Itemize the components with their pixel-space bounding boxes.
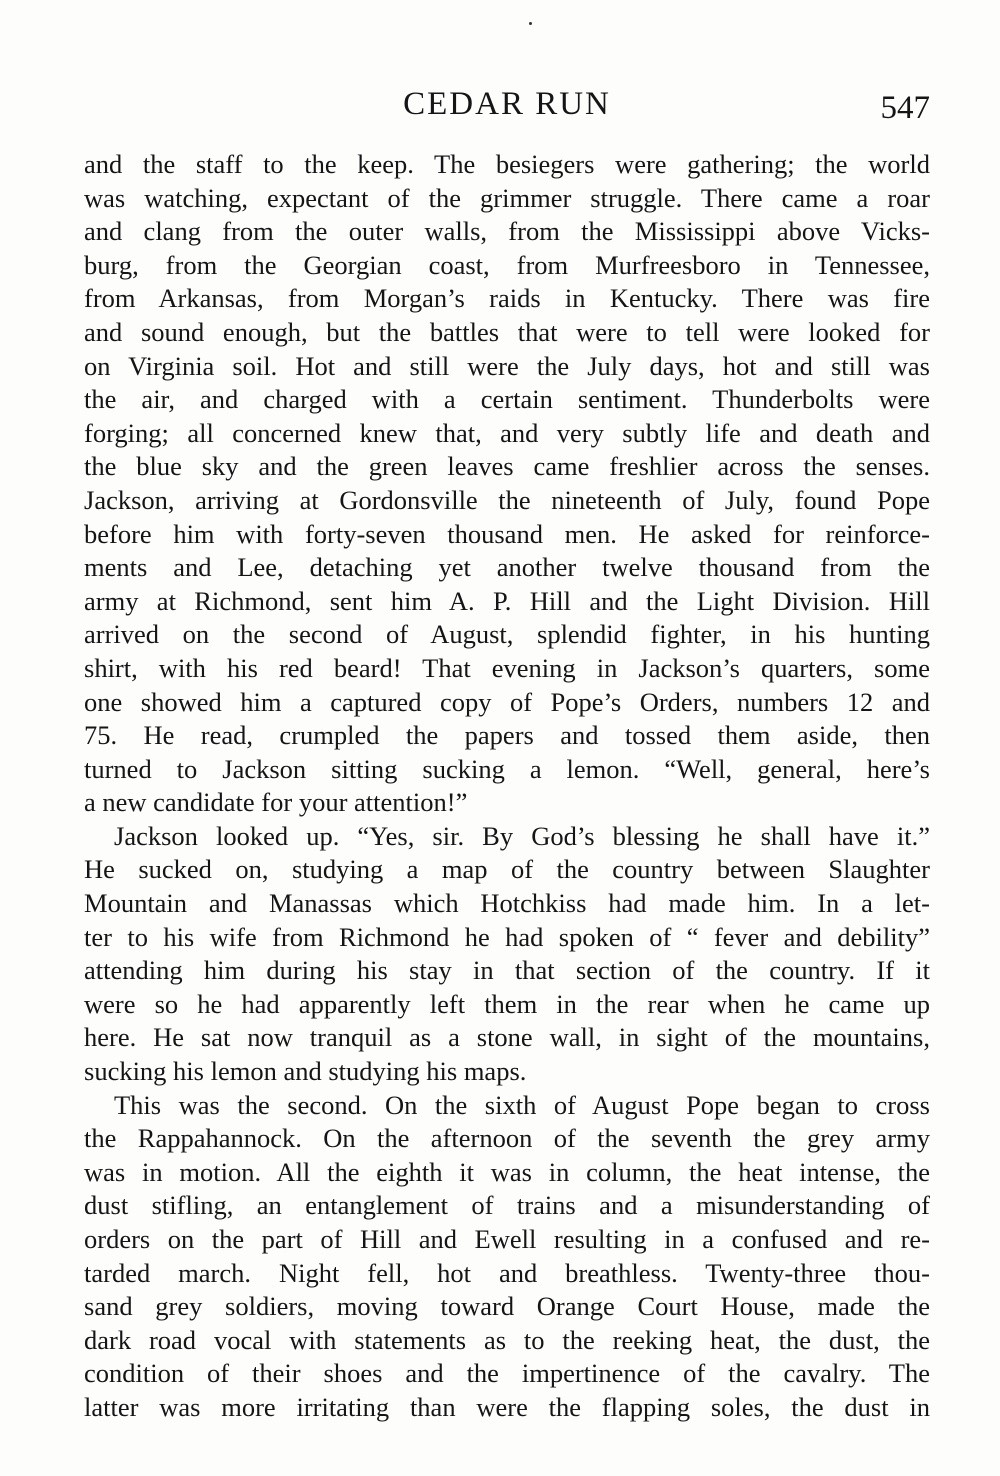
text-line: here. He sat now tranquil as a stone wall, in sight of the mountains, — [84, 1022, 930, 1053]
ink-speck — [529, 22, 532, 25]
text-line: ter to his wife from Richmond he had spoken of “ fever and debility” — [84, 921, 930, 952]
text-line: and sound enough, but the battles that were to tell were looked for — [84, 316, 930, 347]
text-line: a new candidate for your attention!” — [84, 787, 468, 818]
running-head — [84, 80, 930, 130]
text-line: attending him during his stay in that section of the country. If it — [84, 955, 930, 986]
text-line: Mountain and Manassas which Hotchkiss had made him. In a let- — [84, 888, 930, 919]
text-line: from Arkansas, from Morgan’s raids in Kentucky. There was fire — [84, 283, 930, 314]
text-line: sucking his lemon and studying his maps. — [84, 1056, 527, 1087]
text-line: condition of their shoes and the impertinence of the cavalry. The — [84, 1358, 930, 1389]
text-line: the air, and charged with a certain sentiment. Thunderbolts were — [84, 384, 930, 415]
text-line: army at Richmond, sent him A. P. Hill and the Light Division. Hill — [84, 585, 930, 616]
text-line: ments and Lee, detaching yet another twelve thousand from the — [84, 552, 930, 583]
text-line: arrived on the second of August, splendid fighter, in his hunting — [84, 619, 930, 650]
text-line: and clang from the outer walls, from the Mississippi above Vicks- — [84, 216, 930, 247]
text-line: one showed him a captured copy of Pope’s Orders, numbers 12 and — [84, 686, 930, 717]
text-line: He sucked on, studying a map of the country between Slaughter — [84, 854, 930, 885]
text-line: tarded march. Night fell, hot and breathless. Twenty-three thou- — [84, 1257, 930, 1288]
paragraph-first-line: Jackson looked up. “Yes, sir. By God’s blessing he shall have it.” — [114, 820, 930, 851]
text-line: dark road vocal with statements as to the reeking heat, the dust, the — [84, 1324, 930, 1355]
text-line: was watching, expectant of the grimmer struggle. There came a roar — [84, 182, 930, 213]
text-line: sand grey soldiers, moving toward Orange Court House, made the — [84, 1291, 930, 1322]
text-line: before him with forty-seven thousand men. He asked for reinforce- — [84, 518, 930, 549]
text-line: orders on the part of Hill and Ewell resulting in a confused and re- — [84, 1224, 930, 1254]
text-line: shirt, with his red beard! That evening in Jackson’s quarters, some — [84, 652, 930, 683]
text-line: forging; all concerned knew that, and very subtly life and death and — [84, 417, 930, 448]
text-line: on Virginia soil. Hot and still were the July days, hot and still was — [84, 350, 930, 381]
text-line: burg, from the Georgian coast, from Murfreesboro in Tennessee, — [84, 249, 930, 280]
page-number: 547 — [880, 90, 930, 126]
text-line: dust stifling, an entanglement of trains and a misunderstanding of — [84, 1190, 930, 1221]
text-line: the Rappahannock. On the afternoon of the seventh the grey army — [84, 1123, 930, 1154]
text-line: the blue sky and the green leaves came freshlier across the senses. — [84, 451, 930, 482]
text-line: Jackson, arriving at Gordonsville the nineteenth of July, found Pope — [84, 484, 930, 515]
text-line: latter was more irritating than were the flapping soles, the dust in — [84, 1391, 930, 1422]
text-line: turned to Jackson sitting sucking a lemon. “Well, general, here’s — [84, 753, 930, 784]
body-text — [84, 148, 930, 1425]
text-line: was in motion. All the eighth it was in column, the heat intense, the — [84, 1156, 930, 1187]
text-line: were so he had apparently left them in the rear when he came up — [84, 988, 930, 1019]
text-line: 75. He read, crumpled the papers and tossed them aside, then — [84, 720, 930, 751]
text-line: and the staff to the keep. The besiegers were gathering; the world — [84, 149, 930, 179]
paragraph-first-line: This was the second. On the sixth of August Pope began to cross — [114, 1089, 930, 1120]
chapter-title: CEDAR RUN — [403, 86, 611, 122]
